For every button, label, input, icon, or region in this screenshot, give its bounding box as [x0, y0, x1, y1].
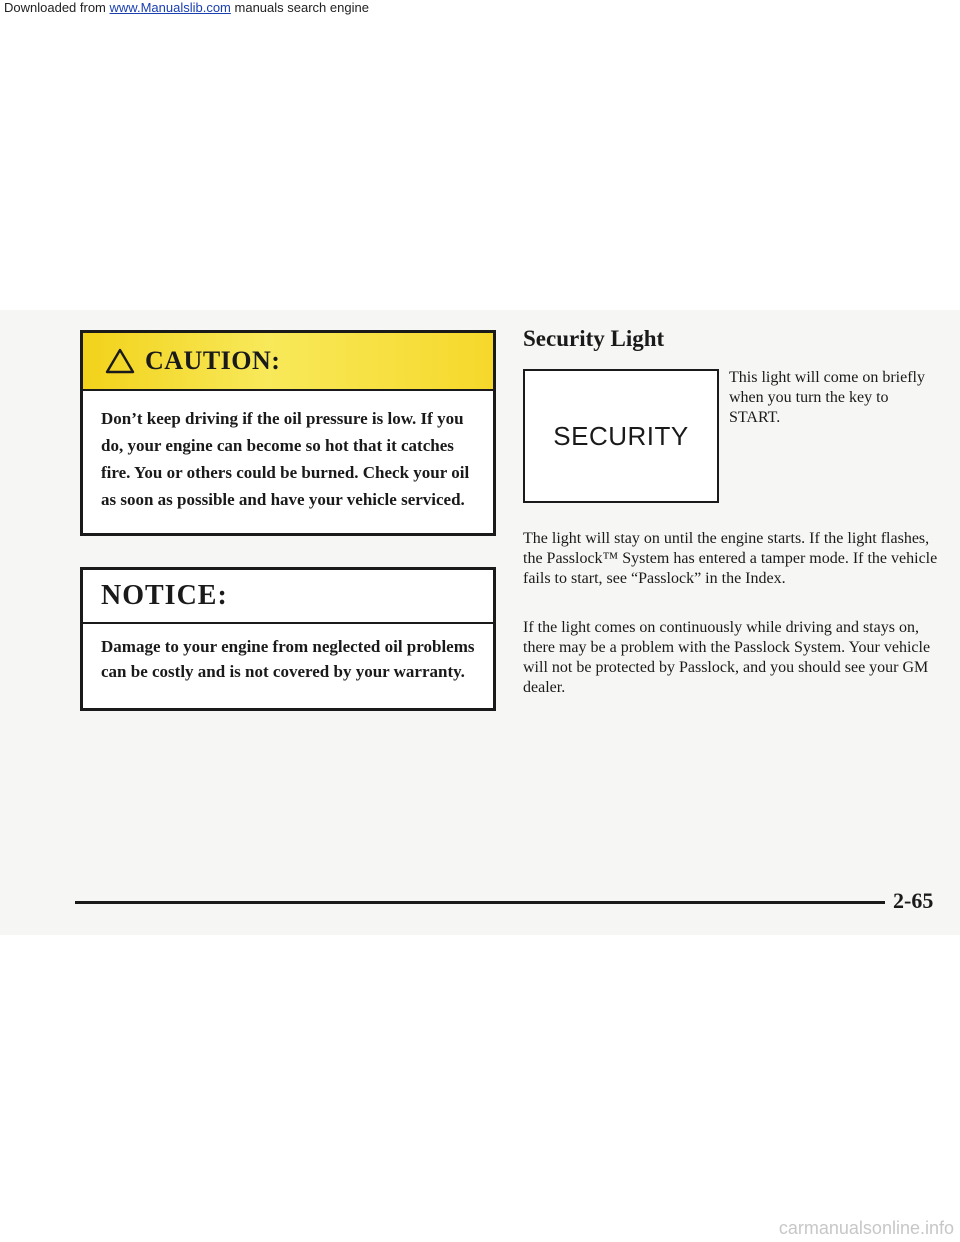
download-banner: [4, 0, 369, 15]
caution-box: [80, 330, 496, 536]
banner-prefix: Downloaded from: [4, 0, 106, 15]
section-heading: Security Light: [523, 326, 665, 351]
notice-text: Damage to your engine from neglected oil problems can be costly and is not covered by your warranty.: [101, 637, 475, 681]
watermark-text: carmanualsonline.info: [778, 1218, 954, 1238]
caution-header: [83, 333, 493, 391]
footer-rule: [75, 901, 885, 904]
caution-title: CAUTION:: [145, 346, 281, 375]
notice-title: NOTICE:: [101, 580, 228, 611]
notice-box: [80, 567, 496, 711]
security-indicator-label: SECURITY: [553, 420, 689, 451]
caution-text: Don’t keep driving if the oil pressure is low. If you do, your engine can become so hot that it catches fire. You or others could be burned. Check your oil as soon as possible and have your vehicle serviced.: [101, 409, 470, 509]
security-indicator-light: [523, 369, 719, 503]
security-light-intro: This light will come on briefly when you turn the key to START.: [729, 369, 925, 426]
page-number: 2-65: [893, 888, 934, 913]
paragraph-tamper-mode: The light will stay on until the engine starts. If the light flashes, the Passlock™ System has entered a tamper mode. If the vehicle fails to start, see “Passlock” in the Index.: [523, 530, 938, 587]
warning-triangle-icon: [105, 348, 135, 374]
notice-header: [83, 570, 493, 624]
manualslib-link[interactable]: www.Manualslib.com: [109, 0, 231, 15]
banner-suffix: manuals search engine: [234, 0, 369, 15]
paragraph-continuous-light: If the light comes on continuously while driving and stays on, there may be a problem with the Passlock System. Your vehicle will not be protected by Passlock, and you should see your GM dealer.: [523, 619, 931, 696]
